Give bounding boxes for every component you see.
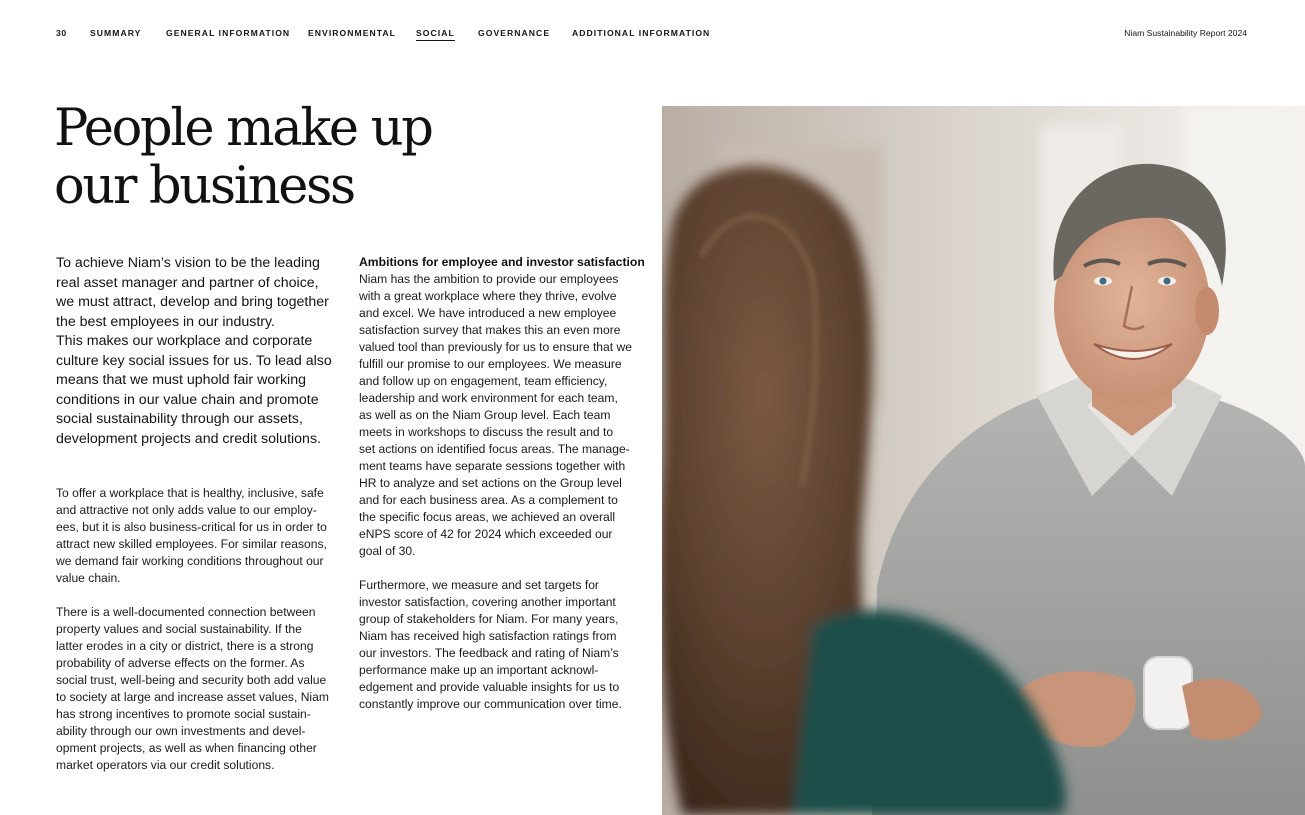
lead-line: To achieve Niam’s vision to be the leading: [56, 255, 320, 271]
headline-line-2: our business: [54, 157, 354, 216]
nav-tab-general-information[interactable]: GENERAL INFORMATION: [166, 28, 291, 38]
text-line: the specific focus areas, we achieved an overall: [359, 510, 616, 524]
investor-satisfaction-paragraph: [359, 577, 649, 713]
left-text-column: [56, 254, 344, 774]
nav-tab-governance[interactable]: GOVERNANCE: [478, 28, 551, 38]
text-line: Niam has received high satisfaction ratings from: [359, 629, 617, 643]
text-line: Furthermore, we measure and set targets for: [359, 578, 599, 592]
lead-line: social sustainability through our assets,: [56, 411, 303, 427]
page-number: 30: [56, 28, 67, 38]
text-line: HR to analyze and set actions on the Group level: [359, 476, 622, 490]
lead-line: conditions in our value chain and promote: [56, 391, 319, 408]
text-line: market operators via our credit solutions.: [56, 758, 275, 772]
page-headline: [54, 100, 474, 216]
text-line: our investors. The feedback and rating of Niam’s: [359, 646, 619, 660]
text-line: and follow up on engagement, team efficiency,: [359, 374, 608, 388]
text-line: investor satisfaction, covering another important: [359, 595, 616, 609]
text-line: performance make up an important acknowl-: [359, 663, 599, 677]
text-line: Niam has the ambition to provide our employees: [359, 272, 619, 286]
nav-tab-environmental[interactable]: ENVIRONMENTAL: [308, 28, 396, 38]
text-line: and for each business area. As a complement to: [359, 493, 618, 507]
nav-tab-summary[interactable]: SUMMARY: [90, 28, 142, 38]
text-line: meets in workshops to discuss the result and to: [359, 425, 614, 439]
lead-line: development projects and credit solutions.: [56, 430, 321, 447]
lead-line: culture key social issues for us. To lead also: [56, 352, 332, 369]
text-line: goal of 30.: [359, 544, 416, 558]
text-line: group of stakeholders for Niam. For many years,: [359, 612, 619, 626]
text-line: latter erodes in a city or district, there is a strong: [56, 639, 314, 653]
text-line: opment projects, as well as when financing other: [56, 741, 317, 755]
text-line: set actions on identified focus areas. The manage-: [359, 442, 630, 456]
right-text-column: [359, 254, 649, 713]
lead-line: means that we must uphold fair working: [56, 372, 306, 388]
text-line: and excel. We have introduced a new employee: [359, 306, 617, 320]
text-line: attract new skilled employees. For similar reasons,: [56, 537, 327, 551]
text-line: social trust, well-being and security both add value: [56, 673, 327, 687]
employee-satisfaction-paragraph: [359, 271, 649, 560]
text-line: with a great workplace where they thrive, evolve: [359, 289, 617, 303]
text-line: ability through our own investments and devel-: [56, 724, 306, 738]
text-line: valued tool than previously for us to ensure that we: [359, 340, 632, 354]
text-line: To offer a workplace that is healthy, inclusive, safe: [56, 486, 324, 500]
text-line: leadership and work environment for each team,: [359, 391, 618, 405]
text-line: ment teams have separate sessions together with: [359, 459, 626, 473]
text-line: as well as on the Niam Group level. Each team: [359, 408, 611, 422]
text-line: we demand fair working conditions throughout our: [56, 554, 324, 568]
text-line: constantly improve our communication over time.: [359, 697, 622, 711]
section-subheading: Ambitions for employee and investor satisfaction: [359, 255, 645, 269]
headline-line-1: People make up: [54, 99, 432, 158]
workplace-paragraph: [56, 485, 344, 587]
text-line: eNPS score of 42 for 2024 which exceeded our: [359, 527, 613, 541]
text-line: There is a well-documented connection between: [56, 605, 316, 619]
photo-colleagues: [662, 106, 1305, 815]
text-line: satisfaction survey that makes this an even more: [359, 323, 621, 337]
nav-tab-additional-information[interactable]: ADDITIONAL INFORMATION: [572, 28, 711, 38]
text-line: property values and social sustainability. If the: [56, 622, 302, 636]
text-line: has strong incentives to promote social sustain-: [56, 707, 311, 721]
text-line: to society at large and increase asset values, Niam: [56, 690, 329, 704]
text-line: fulfill our promise to our employees. We measure: [359, 357, 622, 371]
text-line: edgement and provide valuable insights for us to: [359, 680, 620, 694]
lead-paragraph: [56, 254, 344, 449]
report-title: Niam Sustainability Report 2024: [1124, 28, 1247, 38]
nav-tab-social[interactable]: SOCIAL: [416, 28, 455, 41]
property-values-paragraph: [56, 604, 344, 774]
text-line: value chain.: [56, 571, 121, 585]
lead-line: we must attract, develop and bring together: [56, 294, 329, 310]
text-line: ees, but it is also business-critical for us in order to: [56, 520, 327, 534]
text-line: probability of adverse effects on the former. As: [56, 656, 305, 670]
photo-illustration: [662, 106, 1305, 815]
lead-line: the best employees in our industry.: [56, 313, 275, 330]
lead-line: real asset manager and partner of choice,: [56, 274, 319, 291]
text-line: and attractive not only adds value to our employ-: [56, 503, 317, 517]
lead-line: This makes our workplace and corporate: [56, 333, 313, 349]
